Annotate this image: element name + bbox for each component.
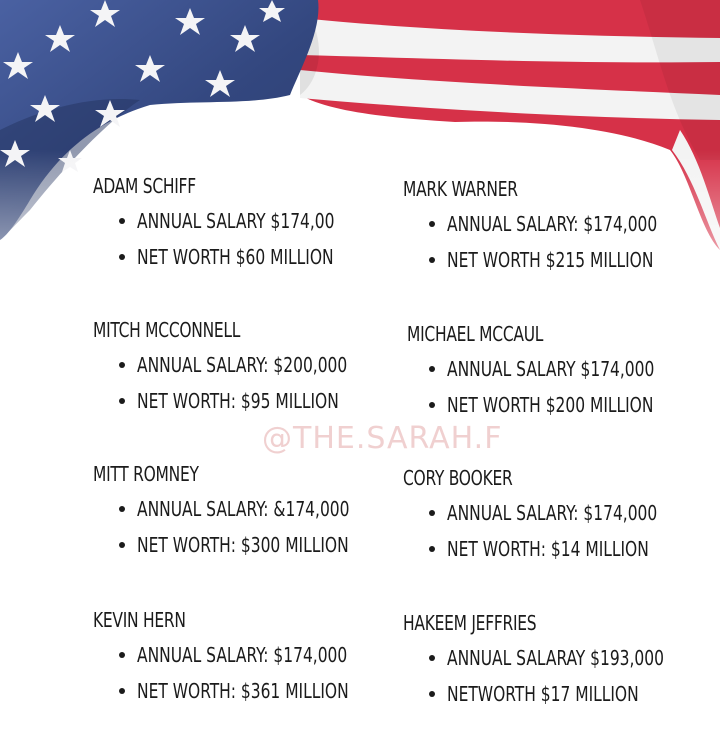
net-worth-item: NET WORTH $200 MILLION bbox=[403, 393, 688, 417]
person-mark-warner bbox=[403, 177, 691, 272]
person-michael-mccaul bbox=[407, 322, 688, 417]
person-mitt-romney bbox=[93, 462, 384, 557]
salary-item: ANNUAL SALARY: $174,000 bbox=[403, 501, 691, 525]
salary-item: ANNUAL SALARY: &174,000 bbox=[93, 497, 384, 521]
person-name: MICHAEL MCCAUL bbox=[407, 322, 544, 346]
person-mitch-mcconnell bbox=[93, 318, 381, 413]
net-worth-item: NET WORTH: $95 MILLION bbox=[93, 389, 381, 413]
bullet-icon bbox=[119, 218, 125, 224]
salary-item: ANNUAL SALARY: $174,000 bbox=[403, 212, 691, 236]
person-name: MITCH MCCONNELL bbox=[93, 318, 241, 342]
person-kevin-hern bbox=[93, 608, 383, 703]
bullet-icon bbox=[119, 506, 125, 512]
person-name: ADAM SCHIFF bbox=[93, 174, 196, 198]
salary-item: ANNUAL SALARY: $174,000 bbox=[93, 643, 383, 667]
person-adam-schiff bbox=[93, 174, 367, 269]
person-name: CORY BOOKER bbox=[403, 466, 513, 490]
bullet-icon bbox=[119, 398, 125, 404]
person-name: MARK WARNER bbox=[403, 177, 518, 201]
bullet-icon bbox=[429, 546, 435, 552]
bullet-icon bbox=[429, 221, 435, 227]
salary-item: ANNUAL SALARY $174,00 bbox=[93, 209, 367, 233]
bullet-icon bbox=[119, 652, 125, 658]
salary-item: ANNUAL SALARY $174,000 bbox=[403, 357, 688, 381]
net-worth-item: NET WORTH: $361 MILLION bbox=[93, 679, 383, 703]
bullet-icon bbox=[429, 402, 435, 408]
net-worth-item: NET WORTH $215 MILLION bbox=[403, 248, 691, 272]
person-hakeem-jeffries bbox=[403, 611, 699, 706]
bullet-icon bbox=[429, 691, 435, 697]
salary-item: ANNUAL SALARAY $193,000 bbox=[403, 646, 699, 670]
salary-item: ANNUAL SALARY: $200,000 bbox=[93, 353, 381, 377]
bullet-icon bbox=[429, 510, 435, 516]
net-worth-item: NET WORTH: $300 MILLION bbox=[93, 533, 384, 557]
person-name: MITT ROMNEY bbox=[93, 462, 199, 486]
bullet-icon bbox=[119, 254, 125, 260]
bullet-icon bbox=[119, 688, 125, 694]
watermark-text: @THE.SARAH.F bbox=[262, 421, 503, 456]
bullet-icon bbox=[119, 362, 125, 368]
bullet-icon bbox=[429, 366, 435, 372]
person-cory-booker bbox=[403, 466, 691, 561]
person-name: KEVIN HERN bbox=[93, 608, 186, 632]
net-worth-item: NET WORTH $60 MILLION bbox=[93, 245, 367, 269]
net-worth-item: NET WORTH: $14 MILLION bbox=[403, 537, 691, 561]
person-name: HAKEEM JEFFRIES bbox=[403, 611, 537, 635]
bullet-icon bbox=[429, 655, 435, 661]
bullet-icon bbox=[119, 542, 125, 548]
bullet-icon bbox=[429, 257, 435, 263]
net-worth-item: NETWORTH $17 MILLION bbox=[403, 682, 699, 706]
